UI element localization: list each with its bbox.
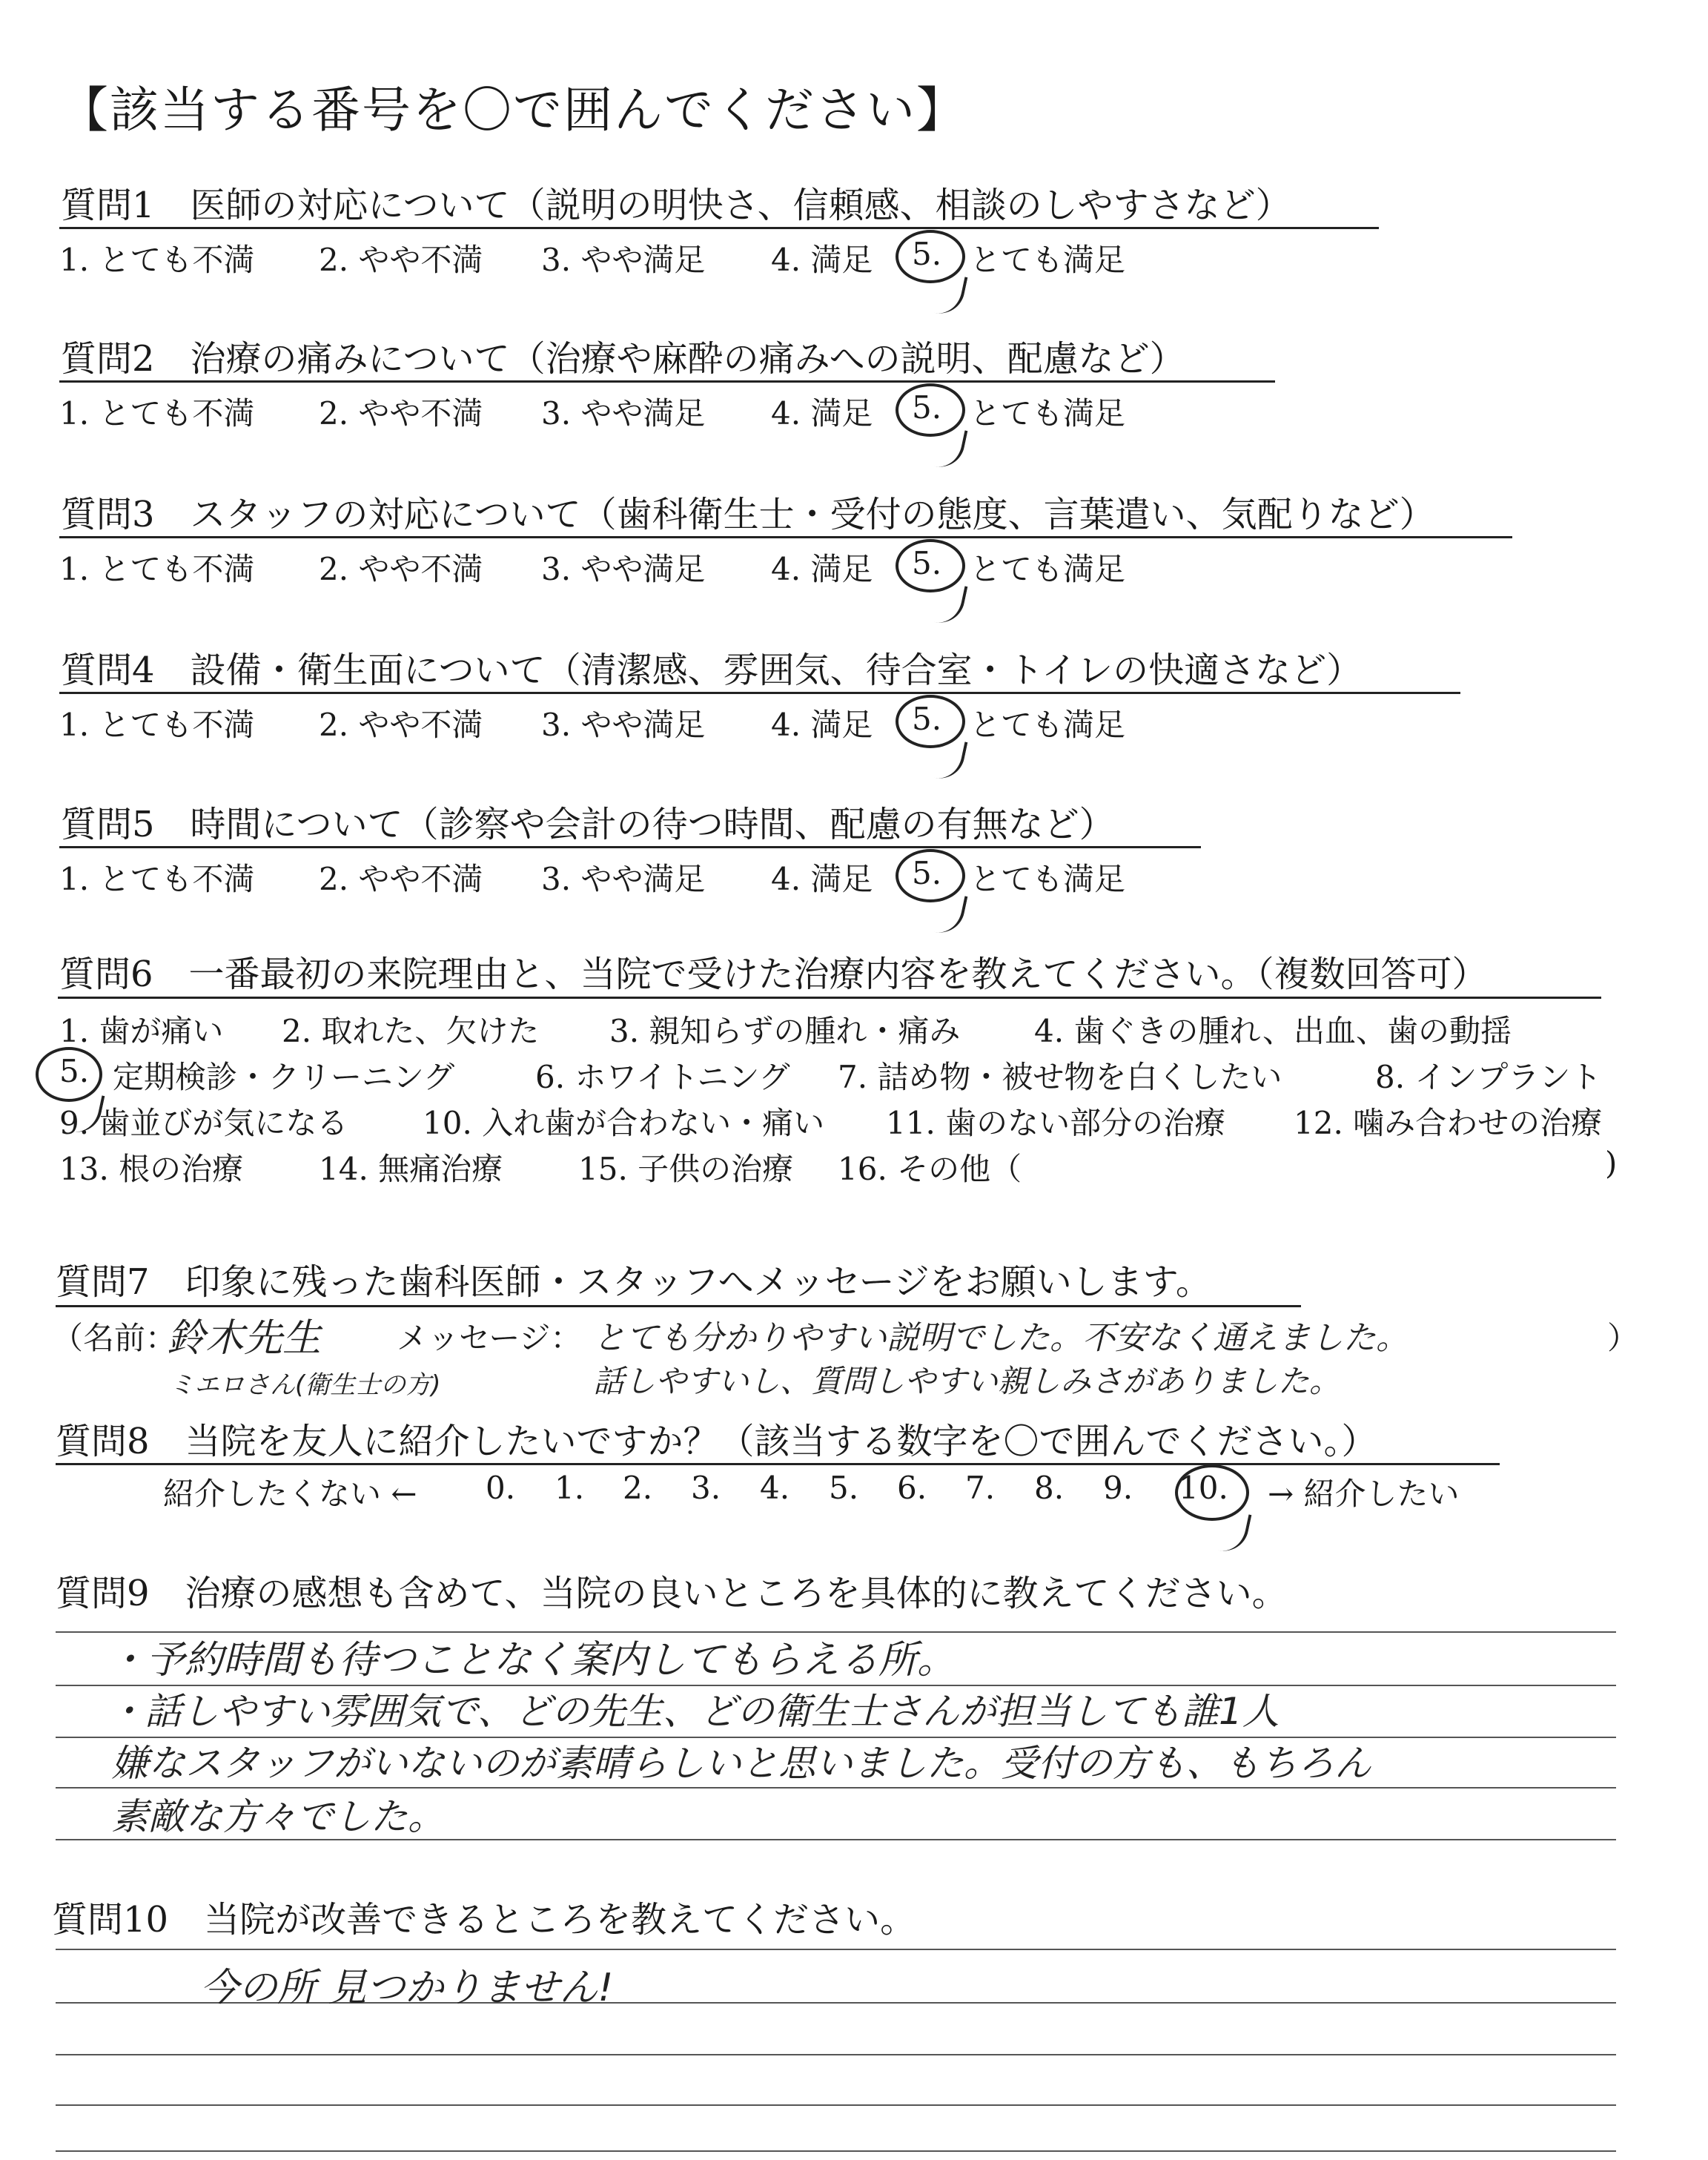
q10-rule — [56, 2054, 1616, 2055]
q3-option[interactable]: 2. やや不満 — [319, 551, 483, 587]
q4-option[interactable]: 4. 満足 — [771, 707, 873, 743]
q6-option[interactable]: 10. 入れ歯が合わない・痛い — [423, 1105, 825, 1141]
q9-answer-line[interactable]: ・予約時間も待つことなく案内してもらえる所。 — [107, 1638, 956, 1682]
q6-option[interactable]: 2. 取れた、欠けた — [282, 1013, 540, 1049]
q5-option[interactable]: 1. とても不満 — [59, 861, 255, 897]
q10-rule — [56, 2104, 1616, 2106]
q7-name-value-2[interactable]: ミエロさん(衛生士の方) — [169, 1370, 441, 1400]
q4-title: 質問4 設備・衛生面について（清潔感、雰囲気、待合室・トイレの快適さなど） — [61, 650, 1363, 691]
q6-option[interactable]: 1. 歯が痛い — [59, 1013, 224, 1049]
q2-option[interactable]: 4. 満足 — [771, 395, 873, 432]
q6-close-paren: ) — [1605, 1145, 1618, 1181]
q2-option[interactable]: 2. やや不満 — [319, 395, 483, 432]
q4-option[interactable]: 1. とても不満 — [59, 707, 255, 743]
q1-option-label: とても満足 — [970, 242, 1126, 278]
q9-answer-line[interactable]: ・話しやすい雰囲気で、どの先生、どの衛生士さんが担当しても誰1人 — [107, 1690, 1280, 1733]
q10-answer-line[interactable]: 今の所 見つかりません! — [200, 1966, 614, 2010]
q8-number[interactable]: 0. — [486, 1470, 516, 1506]
q10-title: 質問10 当院が改善できるところを教えてください。 — [52, 1899, 916, 1941]
q1-option-selected[interactable]: 5. — [912, 236, 942, 272]
q6-option[interactable]: 13. 根の治療 — [59, 1151, 244, 1187]
q3-option[interactable]: 4. 満足 — [771, 551, 873, 587]
q8-selection-circle — [1175, 1464, 1249, 1521]
q8-left-label: 紹介したくない ← — [163, 1476, 417, 1512]
q6-option[interactable]: 7. 詰め物・被せ物を白くしたい — [838, 1059, 1282, 1095]
q5-underline — [59, 846, 1201, 848]
q6-option[interactable]: 4. 歯ぐきの腫れ、出血、歯の動揺 — [1034, 1013, 1512, 1049]
q9-answer-line[interactable]: 素敵な方々でした。 — [111, 1795, 445, 1838]
q2-option[interactable]: 3. やや満足 — [541, 395, 706, 432]
q1-selection-circle — [896, 230, 965, 283]
q6-option[interactable]: 15. 子供の治療 — [578, 1151, 794, 1187]
q9-answer-line[interactable]: 嫌なスタッフがいないのが素晴らしいと思いました。受付の方も、もちろん — [111, 1742, 1371, 1785]
q8-number[interactable]: 9. — [1103, 1470, 1133, 1506]
q8-number[interactable]: 1. — [555, 1470, 585, 1506]
q6-option[interactable]: 3. 親知らずの腫れ・痛み — [609, 1013, 961, 1049]
page-title: 【該当する番号を〇で囲んでください】 — [59, 82, 967, 139]
q3-selection-circle — [896, 539, 965, 592]
q6-option[interactable]: 11. 歯のない部分の治療 — [886, 1105, 1226, 1141]
q5-option-selected[interactable]: 5. — [912, 855, 942, 891]
q2-option[interactable]: 1. とても不満 — [59, 395, 255, 432]
q5-option[interactable]: 2. やや不満 — [319, 861, 483, 897]
q8-underline — [56, 1463, 1500, 1465]
q5-title: 質問5 時間について（診察や会計の待つ時間、配慮の有無など） — [61, 804, 1115, 845]
q2-option-label: とても満足 — [970, 395, 1126, 432]
q3-option[interactable]: 1. とても不満 — [59, 551, 255, 587]
q7-title: 質問7 印象に残った歯科医師・スタッフへメッセージをお願いします。 — [56, 1261, 1211, 1303]
q6-option[interactable]: 12. 噛み合わせの治療 — [1294, 1105, 1603, 1141]
q10-rule — [56, 2150, 1616, 2152]
q5-option[interactable]: 3. やや満足 — [541, 861, 706, 897]
q8-number[interactable]: 8. — [1034, 1470, 1065, 1506]
q6-option[interactable]: 14. 無痛治療 — [319, 1151, 503, 1187]
selection-circle — [36, 1047, 102, 1102]
q7-name-label: （名前： — [52, 1320, 177, 1356]
q8-number[interactable]: 2. — [623, 1470, 653, 1506]
q8-title: 質問8 当院を友人に紹介したいですか？（該当する数字を〇で囲んでください。） — [56, 1421, 1377, 1462]
q1-underline — [59, 227, 1379, 229]
q2-selection-circle — [896, 383, 965, 437]
q7-message-label: メッセージ： — [397, 1320, 582, 1356]
q6-option[interactable]: 16. その他（ — [838, 1151, 1022, 1187]
q10-rule — [56, 1949, 1616, 1950]
q8-number-selected[interactable]: 10. — [1179, 1470, 1228, 1506]
q7-name-value[interactable]: 鈴木先生 — [167, 1316, 322, 1361]
q5-option[interactable]: 4. 満足 — [771, 861, 873, 897]
q3-option-label: とても満足 — [970, 551, 1126, 587]
q1-option[interactable]: 3. やや満足 — [541, 242, 706, 278]
q6-option[interactable]: 8. インプラント — [1375, 1059, 1602, 1095]
q2-title: 質問2 治療の痛みについて（治療や麻酔の痛みへの説明、配慮など） — [61, 338, 1185, 380]
q8-number[interactable]: 3. — [691, 1470, 721, 1506]
q4-selection-circle — [896, 695, 965, 748]
q2-underline — [59, 380, 1275, 383]
q6-title: 質問6 一番最初の来院理由と、当院で受けた治療内容を教えてください。（複数回答可） — [59, 954, 1488, 995]
q3-option-selected[interactable]: 5. — [912, 545, 942, 581]
q9-title: 質問9 治療の感想も含めて、当院の良いところを具体的に教えてください。 — [56, 1573, 1288, 1614]
q1-title: 質問1 医師の対応について（説明の明快さ、信頼感、相談のしやすさなど） — [61, 185, 1291, 226]
q8-number[interactable]: 4. — [760, 1470, 790, 1506]
q7-close-paren: ） — [1607, 1320, 1639, 1356]
q4-option[interactable]: 2. やや不満 — [319, 707, 483, 743]
q3-option[interactable]: 3. やや満足 — [541, 551, 706, 587]
q3-title: 質問3 スタッフの対応について（歯科衛生士・受付の態度、言葉遣い、気配りなど） — [61, 494, 1435, 535]
q1-option[interactable]: 2. やや不満 — [319, 242, 483, 278]
q8-number[interactable]: 7. — [965, 1470, 996, 1506]
q4-option-selected[interactable]: 5. — [912, 701, 942, 737]
q3-underline — [59, 536, 1512, 538]
q8-number[interactable]: 6. — [897, 1470, 927, 1506]
q4-underline — [59, 692, 1460, 694]
q5-selection-circle — [896, 849, 965, 902]
q4-option-label: とても満足 — [970, 707, 1126, 743]
q6-underline — [58, 997, 1601, 999]
q6-option[interactable]: 6. ホワイトニング — [535, 1059, 790, 1095]
q7-message-value[interactable]: とても分かりやすい説明でした。不安なく通えました。 — [593, 1319, 1409, 1357]
q6-option-label: 定期検診・クリーニング — [113, 1059, 455, 1095]
q5-option-label: とても満足 — [970, 861, 1126, 897]
q4-option[interactable]: 3. やや満足 — [541, 707, 706, 743]
q6-option-selected[interactable]: 5. — [59, 1053, 90, 1089]
q1-option[interactable]: 4. 満足 — [771, 242, 873, 278]
q8-right-label: → 紹介したい — [1268, 1476, 1460, 1512]
q7-message-value-2[interactable]: 話しやすいし、質問しやすい親しみさがありました。 — [593, 1363, 1341, 1399]
q8-number[interactable]: 5. — [829, 1470, 859, 1506]
q6-option[interactable]: 9. 歯並びが気になる — [59, 1105, 348, 1141]
q1-option[interactable]: 1. とても不満 — [59, 242, 255, 278]
q2-option-selected[interactable]: 5. — [912, 389, 942, 426]
